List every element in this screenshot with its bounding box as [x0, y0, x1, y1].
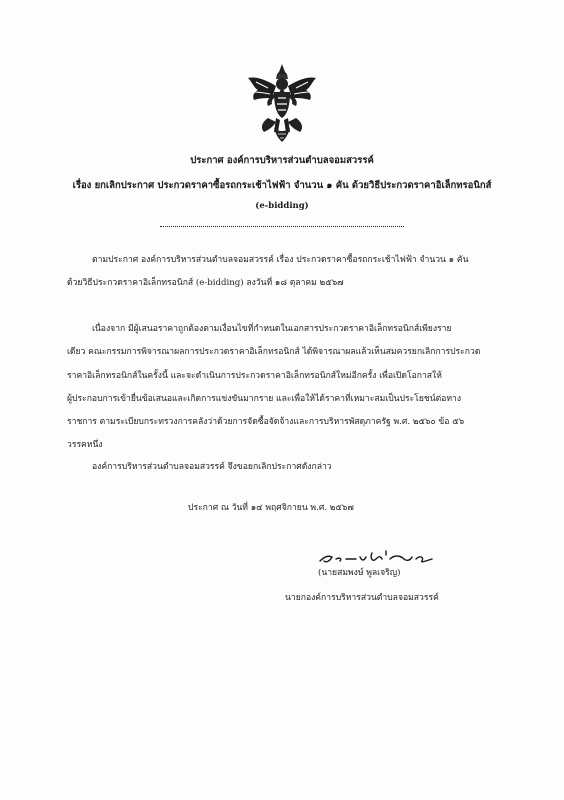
handwritten-signature	[316, 547, 444, 569]
document-subject: เรื่อง ยกเลิกประกาศ ประกวดราคาซื้อรถกระเช้าไฟฟ้า จำนวน ๑ คัน ด้วยวิธีประกวดราคาอิเล็กทรอนิกส์	[72, 180, 492, 191]
para1-line-1: ตามประกาศ องค์การบริหารส่วนตำบลจอมสวรรค์ เรื่อง ประกวดราคาซื้อรถกระเช้าไฟฟ้า จำนวน ๑ คัน	[92, 255, 469, 265]
para1-line-2: ด้วยวิธีประกวดราคาอิเล็กทรอนิกส์ (e-bidding) ลงวันที่ ๑๘ ตุลาคม ๒๕๖๗	[67, 278, 344, 288]
para2-line-6: วรรคหนึ่ง	[67, 440, 103, 450]
garuda-emblem-icon	[244, 62, 320, 144]
para2-line-1: เนื่องจาก มีผู้เสนอราคาถูกต้องตามเงื่อนไขที่กำหนดในเอกสารประกวดราคาอิเล็กทรอนิกส์เพียงราย	[92, 324, 452, 334]
signer-name: (นายสมพงษ์ พูลเจริญ)	[318, 568, 401, 578]
para2-line-5: ราชการ ตามระเบียบกระทรวงการคลังว่าด้วยการจัดซื้อจัดจ้างและการบริหารพัสดุภาครัฐ พ.ศ. ๒๕๖๐ ข้อ ๕๖	[67, 417, 465, 427]
signer-position: นายกองค์การบริหารส่วนตำบลจอมสวรรค์	[285, 593, 439, 603]
document-title: ประกาศ องค์การบริหารส่วนตำบลจอมสวรรค์	[190, 155, 374, 166]
para2-line-2: เดียว คณะกรรมการพิจารณาผลการประกวดราคาอิเล็กทรอนิกส์ ได้พิจารณาผลแล้วเห็นสมควรยกเลิกการประกวด	[67, 347, 481, 357]
procurement-method: (e-bidding)	[255, 201, 309, 211]
para2-line-4: ผู้ประกอบการเข้ายื่นข้อเสนอและเกิดการแข่งขันมากราย และเพื่อให้ได้ราคาที่เหมาะสมเป็นประโยชน์ต่อทาง	[67, 394, 462, 404]
para3-line: องค์การบริหารส่วนตำบลจอมสวรรค์ จึงขอยกเลิกประกาศดังกล่าว	[92, 462, 332, 472]
separator-dotted-line	[160, 226, 404, 227]
para2-line-3: ราคาอิเล็กทรอนิกส์ในครั้งนี้ และจะดำเนินการประกวดราคาอิเล็กทรอนิกส์ใหม่อีกครั้ง เพื่อเปิดโอกาสให้	[67, 371, 442, 381]
announcement-date: ประกาศ ณ วันที่ ๑๔ พฤศจิกายน พ.ศ. ๒๕๖๗	[188, 503, 354, 513]
